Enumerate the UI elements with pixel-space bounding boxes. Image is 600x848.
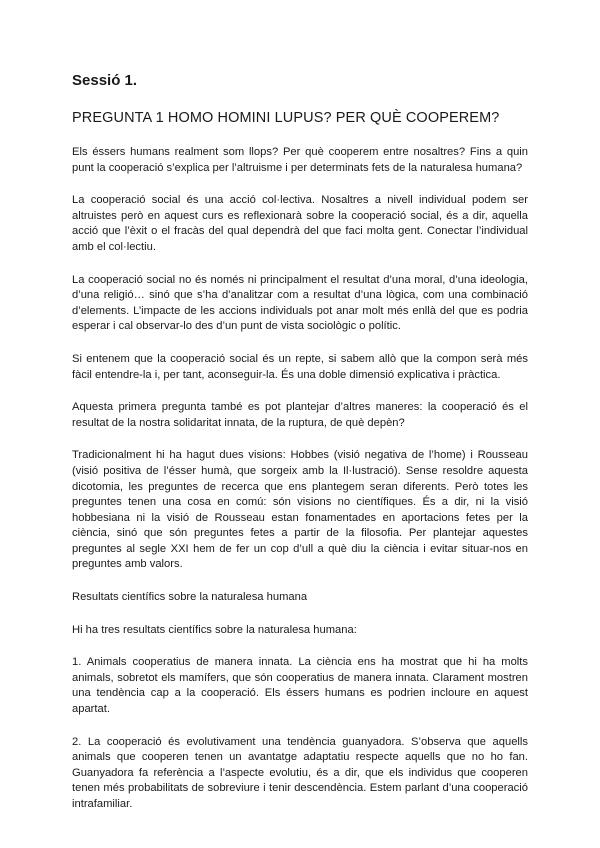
section-subheading: Resultats científics sobre la naturalesa humana [72, 591, 308, 604]
paragraph-cooperation-social: La cooperació social és una acció col·lectiva. Nosaltres a nivell individual podem ser altruistes però en aquest curs es reflexionarà sobre la cooperació social, és a dir, aquella acció que l’èxit o el fracàs del qual dependrà del que faci molta gent. Conectar l’individual amb el col·lectiu. [72, 194, 528, 253]
results-intro: Hi ha tres resultats científics sobre la naturalesa humana: [72, 623, 357, 636]
paragraph-intro: Els éssers humans realment som llops? Per què cooperem entre nosaltres? Fins a quin punt la cooperació s’explica per l’altruisme i per determinats fets de la naturalesa humana? [72, 146, 528, 174]
question-title: PREGUNTA 1 HOMO HOMINI LUPUS? PER QUÈ COOPEREM? [72, 110, 500, 126]
paragraph-hobbes-rousseau: Tradicionalment hi ha hagut dues visions: Hobbes (visió negativa de l’home) i Rousseau (visió positiva de l’ésser humà, que sorgeix amb la Il·lustració). Sense resoldre aquesta dicotomia, les preguntes de recerca que ens plantegem seran diferents. Però totes les preguntes tenen una cosa en comú: són visions no científiques. És a dir, ni la visió hobbesiana ni la visió de Rousseau estan fonamentades en aportacions fetes per la ciència, sinó que són preguntes fetes a partir de la filosofia. Per plantejar aquestes preguntes al segle XXI hem de fer un cop d’ull a què diu la ciència i evitar situar-nos en preguntes amb valors. [72, 449, 528, 571]
result-item-2: 2. La cooperació és evolutivament una tendència guanyadora. S’observa que aquells animals que cooperen tenen un avantatge adaptatiu respecte aquells que no ho fan. Guanyadora fa referència a l’aspecte evolutiu, és a dir, que els individus que cooperen tenen més probabilitats de sobreviure i tenir descendència. Estem parlant d’una cooperació intrafamiliar. [72, 735, 528, 810]
paragraph-cooperation-logic: La cooperació social no és només ni principalment el resultat d’una moral, d’una ideologia, d’una religió… sinó que s’ha d’analitzar com a resultat d’una lògica, com una combinació d’elements. L’impacte de les accions individuals pot anar molt més enllà del que es podria esperar i cal observar-lo des d’un punt de vista sociològic o polític. [72, 273, 528, 333]
paragraph-alternatives: Aquesta primera pregunta també es pot plantejar d’altres maneres: la cooperació és el resultat de la nostra solidaritat innata, de la ruptura, de què depèn? [72, 401, 528, 429]
paragraph-challenge: Si entenem que la cooperació social és un repte, si sabem allò que la compon serà més fàcil entendre-la i, per tant, aconseguir-la. És una doble dimensió explicativa i pràctica. [72, 352, 528, 381]
result-item-1: 1. Animals cooperatius de manera innata. La ciència ens ha mostrat que hi ha molts animals, sobretot els mamífers, que són cooperatius de manera innata. Clarament mostren una tendència cap a la cooperació. Els éssers humans es podrien incloure en aquest apartat. [72, 656, 528, 716]
session-title: Sessió 1. [72, 72, 138, 89]
